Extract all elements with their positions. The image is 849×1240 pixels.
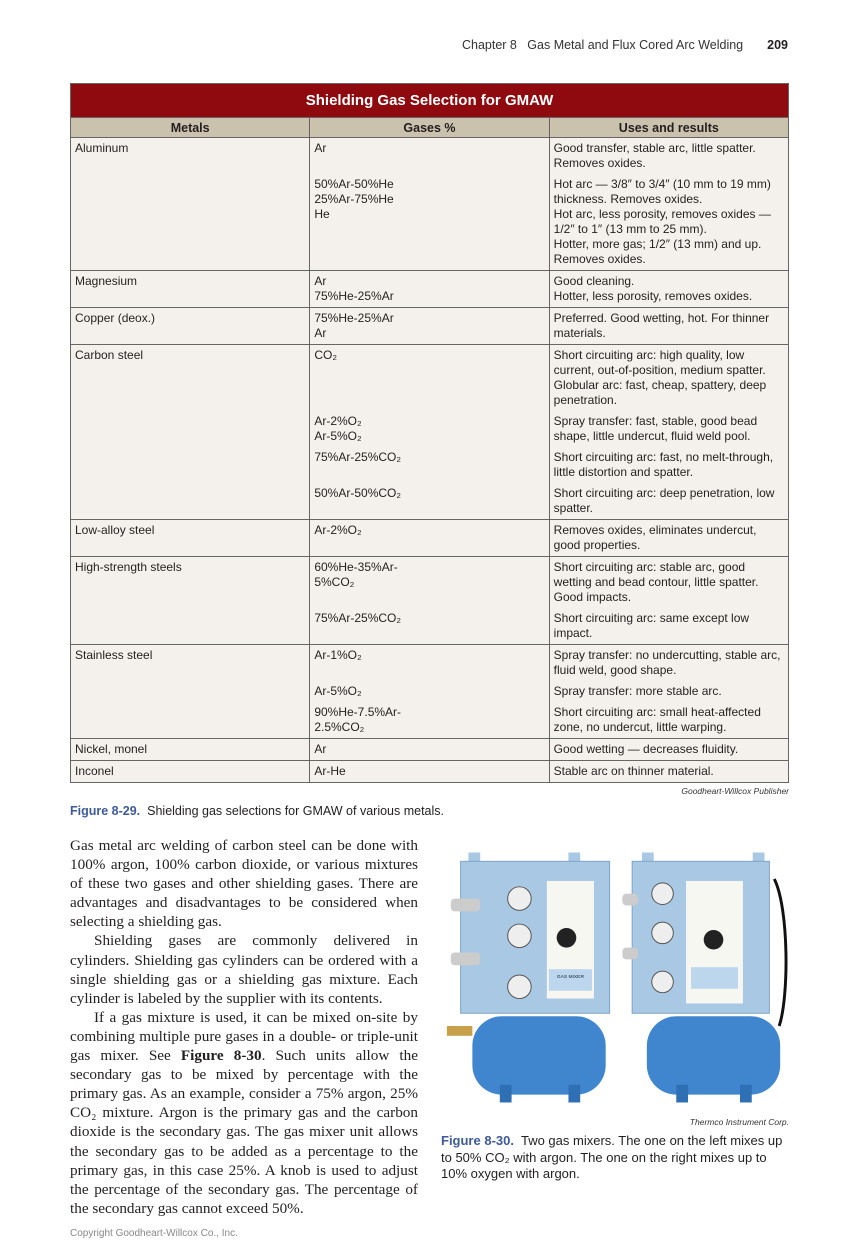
use-text: Hot arc, less porosity, removes oxides — 1/2″ to 1″ (13 mm to 25 mm). — [553, 207, 771, 236]
use-text: Short circuiting arc: same except low impact. — [553, 611, 750, 640]
use-entry — [554, 311, 784, 341]
gas-mixture: CO₂ — [314, 348, 337, 362]
table-row — [71, 520, 789, 557]
table-row — [71, 138, 789, 271]
gas-mixture: 50%Ar-50%CO₂ — [314, 486, 402, 500]
gas-mixture: Ar — [314, 141, 327, 155]
gases-cell — [310, 308, 549, 345]
use-text: Spray transfer: more stable arc. — [553, 684, 722, 698]
use-text: Short circuiting arc: deep penetration, low spatter. — [553, 486, 775, 515]
table-row — [71, 645, 789, 739]
use-text: Short circuiting arc: stable arc, good wetting and bead contour, little spatter. Good impacts. — [553, 560, 759, 604]
gases-cell — [310, 138, 549, 271]
page-number: 209 — [767, 38, 788, 52]
uses-cell — [549, 645, 788, 739]
gas-entry — [314, 648, 544, 678]
figure-8-30-credit: Thermco Instrument Corp. — [689, 1117, 789, 1127]
use-entry — [554, 486, 784, 516]
use-entry — [554, 684, 784, 699]
use-entry — [554, 450, 784, 480]
gas-mixture: Ar — [314, 326, 327, 340]
table-row — [71, 739, 789, 761]
metal-cell: Magnesium — [71, 271, 310, 308]
gas-mixture: Ar — [314, 742, 327, 756]
gas-mixture: 75%He-25%Ar — [314, 311, 394, 325]
gas-mixture: 90%He-7.5%Ar- — [314, 705, 402, 719]
table-title: Shielding Gas Selection for GMAW — [71, 84, 789, 118]
figure-8-30 — [441, 836, 789, 1183]
use-text: Preferred. Good wetting, hot. For thinner materials. — [553, 311, 770, 340]
uses-cell — [549, 761, 788, 783]
table-section — [70, 83, 789, 819]
metal-cell: Stainless steel — [71, 645, 310, 739]
gas-mixture: Ar-5%O₂ — [314, 684, 362, 698]
table-row — [71, 271, 789, 308]
gas-mixture: 5%CO₂ — [314, 575, 355, 589]
figure-8-30-caption — [441, 1133, 789, 1183]
gas-mixture: 50%Ar-50%He — [314, 177, 394, 191]
use-text: Removes oxides, eliminates undercut, good properties. — [553, 523, 757, 552]
use-entry — [554, 177, 784, 267]
gases-cell — [310, 345, 549, 520]
caption-text: Shielding gas selections for GMAW of various metals. — [147, 804, 445, 818]
gas-mixture: Ar-2%O₂ — [314, 414, 362, 428]
gases-cell — [310, 271, 549, 308]
use-text: Short circuiting arc: high quality, low current, out-of-position, medium spatter. — [553, 348, 766, 377]
figure-label: Figure 8-30. — [441, 1133, 514, 1148]
metal-cell: Carbon steel — [71, 345, 310, 520]
running-head — [462, 38, 788, 52]
left-gas-mixer — [447, 853, 610, 1103]
column-header-metals: Metals — [71, 118, 310, 138]
use-entry — [554, 742, 784, 757]
gas-entry — [314, 177, 544, 267]
gas-mixture: 25%Ar-75%He — [314, 192, 394, 206]
gas-mixture: 75%Ar-25%CO₂ — [314, 611, 402, 625]
use-entry — [554, 764, 784, 779]
uses-cell — [549, 308, 788, 345]
use-text: Stable arc on thinner material. — [553, 764, 714, 778]
use-text: Hot arc — 3/8″ to 3/4″ (10 mm to 19 mm) thickness. Removes oxides. — [553, 177, 771, 206]
gas-entry — [314, 764, 544, 779]
gas-mixture: 2.5%CO₂ — [314, 720, 365, 734]
copyright-footer: Copyright Goodheart-Willcox Co., Inc. — [70, 1227, 238, 1239]
figure-reference: Figure 8-30 — [180, 1047, 262, 1065]
metal-cell: High-strength steels — [71, 557, 310, 645]
gas-entry — [314, 141, 544, 171]
use-entry — [554, 705, 784, 735]
gas-mixture: Ar-He — [314, 764, 346, 778]
metal-cell: Low-alloy steel — [71, 520, 310, 557]
use-text: Hotter, less porosity, removes oxides. — [553, 289, 753, 303]
gas-entry — [314, 742, 544, 757]
body-text — [70, 836, 418, 1218]
uses-cell — [549, 138, 788, 271]
use-text: Short circuiting arc: fast, no melt-through, little distortion and spatter. — [553, 450, 774, 479]
use-entry — [554, 141, 784, 171]
column-header-uses: Uses and results — [549, 118, 788, 138]
gases-cell — [310, 739, 549, 761]
chapter-title: Chapter 8 Gas Metal and Flux Cored Arc Welding — [461, 38, 744, 52]
use-text: Globular arc: fast, cheap, spattery, deep penetration. — [553, 378, 767, 407]
use-text: Good transfer, stable arc, little spatter. Removes oxides. — [553, 141, 756, 170]
gas-mixture: Ar — [314, 274, 327, 288]
use-text: Short circuiting arc: small heat-affected zone, no undercut, little warping. — [553, 705, 761, 734]
gas-mixture: 75%Ar-25%CO₂ — [314, 450, 402, 464]
gas-mixture: He — [314, 207, 330, 221]
paragraph: Shielding gases are commonly delivered in cylinders. Shielding gas cylinders can be ordered with a single shielding gas or a shielding gas mixture. Each cylinder is labeled by the supplier with its contents. — [70, 932, 418, 1007]
gas-mixers-photo — [441, 847, 789, 1107]
gas-entry — [314, 611, 544, 641]
figure-8-29-caption — [70, 803, 789, 819]
use-entry — [554, 414, 784, 444]
figure-label: Figure 8-29. — [70, 804, 141, 818]
gas-entry — [314, 486, 544, 516]
gas-mixture: 75%He-25%Ar — [314, 289, 394, 303]
gases-cell — [310, 520, 549, 557]
gas-mixture: 60%He-35%Ar- — [314, 560, 398, 574]
use-text: Good cleaning. — [553, 274, 635, 288]
metal-cell: Copper (deox.) — [71, 308, 310, 345]
paragraph — [70, 1008, 418, 1218]
paragraph-text: . Such units allow the secondary gas to be mixed by percentage with the primary gas. As an example, consider a 75% argon, 25% CO₂ mixture. Argon is the primary gas and the carbon dioxide is the secondary gas. The gas mixer unit allows the secondary gas to be added as a percentage to the primary gas, in this case 25%. A knob is used to adjust the percentage of the secondary gas. The percentage of the secondary gas cannot exceed 50%. — [70, 1047, 418, 1217]
gas-entry — [314, 311, 544, 341]
use-entry — [554, 523, 784, 553]
panel-label: GAS MIXER — [556, 974, 584, 980]
use-text: Spray transfer: no undercutting, stable arc, fluid weld, good shape. — [553, 648, 781, 677]
metal-cell: Inconel — [71, 761, 310, 783]
use-entry — [554, 560, 784, 605]
uses-cell — [549, 520, 788, 557]
use-text: Good wetting — decreases fluidity. — [553, 742, 739, 756]
use-text: Hotter, more gas; 1/2″ (13 mm) and up. Removes oxides. — [553, 237, 762, 266]
use-text: Spray transfer: fast, stable, good bead shape, little undercut, fluid weld pool. — [553, 414, 758, 443]
uses-cell — [549, 345, 788, 520]
use-entry — [554, 348, 784, 408]
gases-cell — [310, 761, 549, 783]
table-row — [71, 308, 789, 345]
shielding-gas-table — [70, 83, 789, 783]
uses-cell — [549, 557, 788, 645]
table-row — [71, 557, 789, 645]
paragraph-text: If a gas mixture is used, it can be mixed on-site by combining multiple pure gases in a double- or triple-unit gas mixer. See — [70, 1008, 418, 1065]
uses-cell — [549, 271, 788, 308]
metal-cell: Aluminum — [71, 138, 310, 271]
use-entry — [554, 611, 784, 641]
table-row — [71, 761, 789, 783]
table-credit: Goodheart-Willcox Publisher — [681, 786, 789, 796]
table-row — [71, 345, 789, 520]
gas-mixture: Ar-5%O₂ — [314, 429, 362, 443]
gas-entry — [314, 560, 544, 605]
use-entry — [554, 648, 784, 678]
gases-cell — [310, 645, 549, 739]
paragraph: Gas metal arc welding of carbon steel can be done with 100% argon, 100% carbon dioxide, or various mixtures of these two gases and other shielding gases. There are advantages and disadvantages to be considered when selecting a shielding gas. — [70, 837, 418, 931]
column-header-gases: Gases % — [310, 118, 549, 138]
gas-mixture: Ar-2%O₂ — [314, 523, 362, 537]
right-gas-mixer — [622, 853, 786, 1103]
gas-entry — [314, 684, 544, 699]
gas-entry — [314, 523, 544, 553]
caption-text: Two gas mixers. The one on the left mixes up to 50% CO₂ with argon. The one on the right mixes up to 10% oxygen with argon. — [441, 1133, 783, 1181]
gases-cell — [310, 557, 549, 645]
gas-entry — [314, 414, 544, 444]
lower-section — [70, 836, 789, 1218]
gas-entry — [314, 348, 544, 408]
gas-entry — [314, 705, 544, 735]
gas-entry — [314, 450, 544, 480]
gas-entry — [314, 274, 544, 304]
metal-cell: Nickel, monel — [71, 739, 310, 761]
uses-cell — [549, 739, 788, 761]
page-content — [70, 83, 789, 1240]
use-entry — [554, 274, 784, 304]
gas-mixture: Ar-1%O₂ — [314, 648, 362, 662]
